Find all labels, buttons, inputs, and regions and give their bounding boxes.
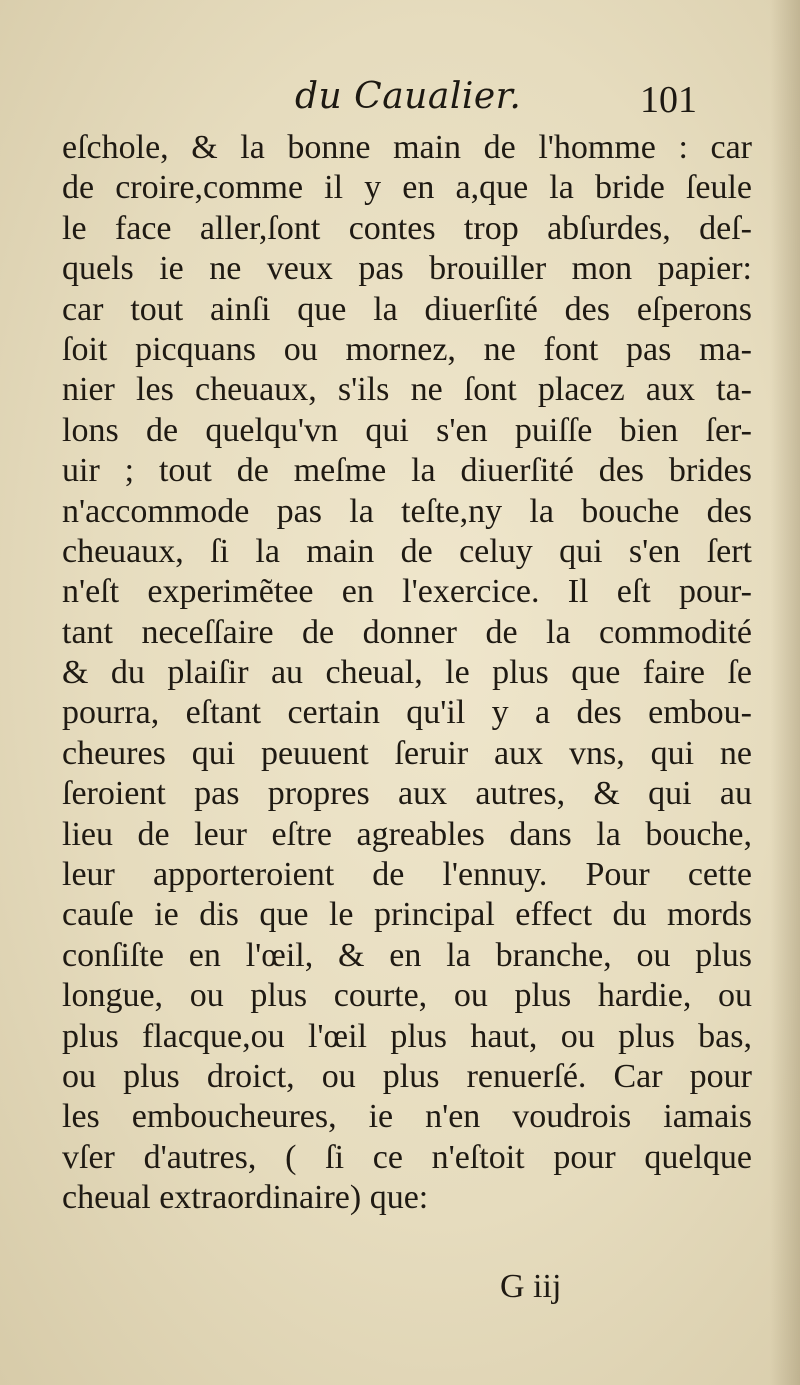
text-line: ſeroient pas propres aux autres, & qui au: [62, 775, 752, 813]
text-line: eſchole, & la bonne main de l'homme : car: [62, 129, 752, 166]
text-line: ou plus droict, ou plus renuerſé. Car pour: [62, 1057, 752, 1095]
text-line: n'eſt experimẽtee en l'exercice. Il eſt pour-: [62, 573, 752, 611]
text-line: cauſe ie dis que le principal effect du mords: [62, 896, 752, 934]
text-line: & du plaiſir au cheual, le plus que faire ſe: [62, 654, 752, 692]
text-line: lieu de leur eſtre agreables dans la bouche,: [62, 815, 752, 853]
text-line: tant neceſſaire de donner de la commodité: [62, 613, 752, 651]
text-line-last: cheual extraordinaire) que:: [62, 1179, 429, 1217]
text-line: car tout ainſi que la diuerſité des eſperons: [62, 290, 752, 328]
text-line: leur apporteroient de l'ennuy. Pour cette: [62, 856, 752, 894]
text-line: quels ie ne veux pas brouiller mon papier:: [62, 250, 752, 288]
page-number: 101: [640, 79, 697, 121]
text-line: les emboucheures, ie n'en voudrois iamais: [62, 1098, 752, 1136]
text-line: conſiſte en l'œil, & en la branche, ou plus: [62, 936, 752, 974]
text-line: pourra, eſtant certain qu'il y a des embou-: [62, 694, 752, 732]
text-line: de croire,comme il y en a,que la bride ſeule: [62, 169, 752, 207]
body-text: [62, 128, 752, 1219]
text-line: lons de quelqu'vn qui s'en puiſſe bien ſer-: [62, 411, 752, 449]
text-line: vſer d'autres, ( ſi ce n'eſtoit pour quelque: [62, 1138, 752, 1176]
text-line: plus flacque,ou l'œil plus haut, ou plus bas,: [62, 1017, 752, 1055]
signature-mark: G iij: [500, 1268, 562, 1305]
text-line: cheuaux, ſi la main de celuy qui s'en ſert: [62, 532, 752, 570]
text-line: le face aller,ſont contes trop abſurdes, deſ-: [62, 209, 752, 247]
page-gutter-shadow: [770, 0, 800, 1385]
page-header: [0, 70, 800, 130]
text-line: ſoit picquans ou mornez, ne font pas ma-: [62, 330, 752, 368]
text-line: longue, ou plus courte, ou plus hardie, ou: [62, 977, 752, 1015]
text-line: n'accommode pas la teſte,ny la bouche des: [62, 492, 752, 530]
text-line: cheures qui peuuent ſeruir aux vns, qui ne: [62, 734, 752, 772]
text-line: nier les cheuaux, s'ils ne ſont placez aux ta-: [62, 371, 752, 409]
text-line: uir ; tout de meſme la diuerſité des brides: [62, 452, 752, 490]
running-head: du Caualier.: [295, 76, 522, 117]
